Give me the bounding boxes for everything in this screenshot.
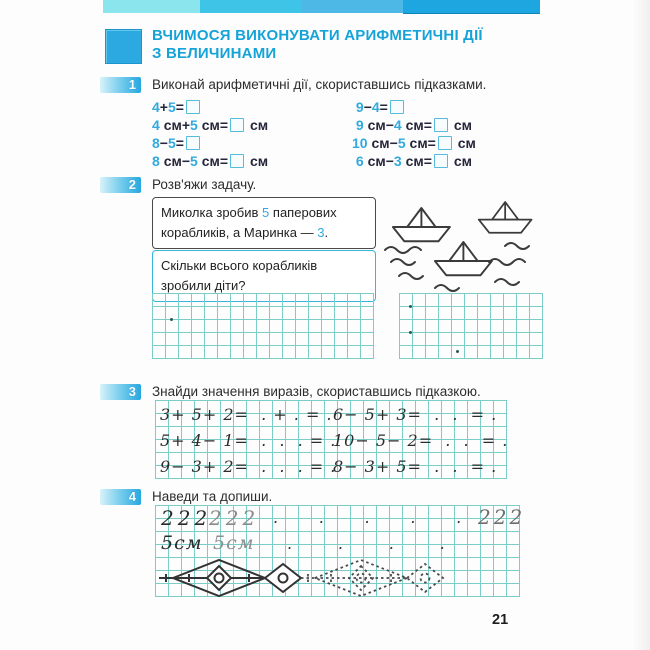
equation-row: 9 см−4 см= см <box>355 117 472 133</box>
expression-row: 5+ 4− 1= . . . = . <box>160 431 337 450</box>
pen-mark <box>409 331 412 334</box>
exercise-4-instruction: Наведи та допиши. <box>152 489 273 504</box>
number-highlight: 6 <box>355 153 364 169</box>
number-highlight: 5 <box>397 135 406 151</box>
equation-row: 4 см+5 см= см <box>152 117 269 133</box>
pen-mark <box>456 350 459 353</box>
expression-row: 6− 5+ 3= . . = . <box>333 405 498 424</box>
trace-row1-solid: 222 <box>161 506 212 530</box>
title-square-icon <box>105 29 142 64</box>
page-title <box>152 27 483 63</box>
equations-left-column <box>152 98 268 170</box>
number-highlight: 5 <box>190 117 198 133</box>
number-highlight: 5 <box>167 99 176 115</box>
tracing-grid <box>155 505 526 597</box>
number-highlight: 5 <box>190 153 198 169</box>
pen-mark <box>409 305 412 308</box>
number-highlight: 1 <box>352 135 360 151</box>
equation-row: 4+5= <box>152 98 268 116</box>
answer-box <box>434 118 448 132</box>
number-highlight: 8 <box>152 153 160 169</box>
equations-right-column <box>352 98 476 170</box>
number-highlight: 4 <box>371 99 380 115</box>
number-highlight: 9 <box>355 117 364 133</box>
number-highlight: 0 <box>359 135 368 151</box>
page-number: 21 <box>492 612 509 628</box>
top-decorative-bar <box>103 0 540 13</box>
trace-row2-template: 5см <box>213 532 255 554</box>
number-highlight: 4 <box>152 117 160 133</box>
number-highlight: 5 <box>167 135 176 151</box>
exercise-3-badge: 3 <box>100 384 141 400</box>
expression-row: 3+ 5+ 2= . + . = . <box>160 405 333 424</box>
trace-row1-dots: . . . . . <box>273 508 462 527</box>
exercise-2-badge: 2 <box>100 177 141 193</box>
exercise-1-badge: 1 <box>100 77 141 93</box>
trace-row1-template-right: 222 <box>478 505 526 529</box>
diamond-ornament-pattern <box>157 555 447 601</box>
bar-segment-1 <box>103 0 200 13</box>
expressions-left-column <box>160 402 336 480</box>
answer-box <box>186 136 200 150</box>
page-title-line1: ВЧИМОСЯ ВИКОНУВАТИ АРИФМЕТИЧНІ ДІЇ <box>152 27 483 44</box>
number-highlight: 8 <box>152 135 160 151</box>
exercise-1-instruction: Виконай арифметичні дії, скориставшись підказками. <box>152 77 487 92</box>
page-edge-shadow <box>632 0 650 650</box>
expressions-right-column <box>333 402 508 480</box>
equation-row: 10 см−5 см= см <box>352 135 476 151</box>
number-highlight: 3 <box>393 153 402 169</box>
expression-row: 9− 3+ 2= . . . = . <box>160 457 337 476</box>
number-highlight: 4 <box>393 117 402 133</box>
trace-row2-solid: 5см <box>161 532 203 554</box>
number-highlight: 4 <box>152 99 160 115</box>
number-highlight: 3 <box>317 224 325 240</box>
paper-boats-illustration <box>383 198 558 293</box>
trace-row2-dots: . . . . <box>287 534 445 553</box>
trace-row1-template: 222 <box>209 506 260 530</box>
expressions-grid <box>155 400 507 479</box>
answer-box <box>230 154 244 168</box>
bar-segment-4 <box>403 0 540 14</box>
bar-segment-3 <box>302 0 403 13</box>
equation-row: 6 см−3 см= см <box>355 153 472 169</box>
problem-statement-box: Миколка зробив 5 паперових корабликів, а Маринка — 3. <box>152 197 376 249</box>
working-grid-right <box>399 293 543 359</box>
answer-box <box>390 100 404 114</box>
bar-segment-2 <box>200 0 302 13</box>
working-grid-left <box>152 293 374 359</box>
pen-mark <box>170 318 173 321</box>
answer-box <box>438 136 452 150</box>
exercise-4-badge: 4 <box>100 489 141 505</box>
exercise-2-instruction: Розв'яжи задачу. <box>152 177 257 192</box>
number-highlight: 9 <box>355 99 364 115</box>
expression-row: 10− 5− 2= . . = . <box>333 431 509 450</box>
problem-question-box: Скільки всього корабликів зробили діти? <box>152 250 376 302</box>
page-title-line2: З ВЕЛИЧИНАМИ <box>152 45 277 62</box>
equation-row: 8 см−5 см= см <box>152 153 269 169</box>
equation-row: 9−4= <box>352 98 476 116</box>
expression-row: 8− 3+ 5= . . = . <box>333 457 498 476</box>
number-highlight: 5 <box>262 205 270 220</box>
answer-box <box>230 118 244 132</box>
equation-row: 8−5= <box>152 134 268 152</box>
answer-box <box>434 154 448 168</box>
exercise-3-instruction: Знайди значення виразів, скориставшись підказкою. <box>152 384 481 399</box>
answer-box <box>186 100 200 114</box>
